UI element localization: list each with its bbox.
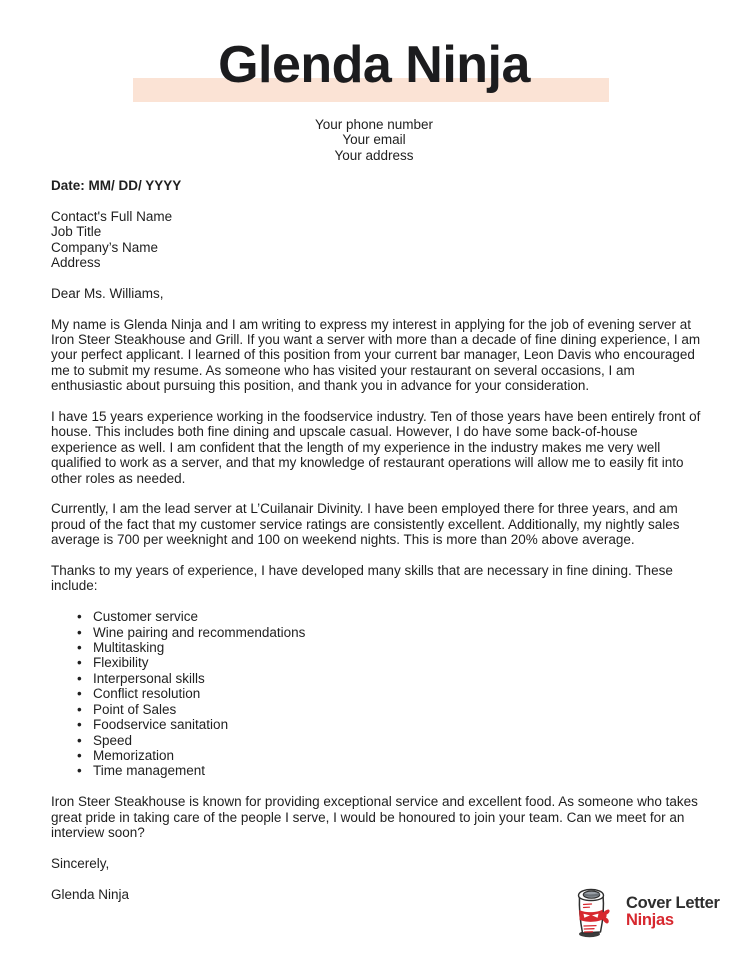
- contact-info-block: [0, 117, 748, 163]
- signature-name: Glenda Ninja: [51, 886, 130, 902]
- recipient-block: [51, 209, 701, 271]
- skill-item-flexibility: • Flexibility: [77, 655, 701, 670]
- skill-item-customer-service: • Customer service: [77, 609, 701, 624]
- skill-item-time-management: • Time management: [77, 763, 701, 778]
- recipient-company-name: Company’s Name: [51, 239, 159, 255]
- paragraph-skills-intro: Thanks to my years of experience, I have developed many skills that are necessary in fine dining. These include:: [51, 563, 673, 594]
- paragraph-experience: I have 15 years experience working in the foodservice industry. Ten of those years have been entirely front of house. This includes both fine dining and upscale casual. However, I do have some back-of-house experience as well. I am confident that the length of my experience in the industry makes me very well qualified to work as a server, and that my knowledge of restaurant operations will allow me to easily fit into other roles as needed.: [51, 409, 701, 486]
- logo-text-ninjas: Ninjas: [626, 911, 674, 929]
- date-line: Date: MM/ DD/ YYYY: [51, 178, 182, 193]
- skill-item-speed: • Speed: [77, 733, 701, 748]
- logo-text-cover-letter: Cover Letter: [626, 893, 720, 912]
- closing-paragraph: Iron Steer Steakhouse is known for providing exceptional service and excellent food. As someone who takes great pride in taking care of the people I serve, I would be honoured to join your team. Can we meet for an interview soon?: [51, 794, 698, 840]
- paragraph-introduction: My name is Glenda Ninja and I am writing to express my interest in applying for the job of evening server at Iron Steer Steakhouse and Grill. If you want a server with more than a decade of fine dining experience, I am your perfect applicant. I learned of this position from your current bar manager, Leon Davis who encouraged me to submit my resume. As someone who has visited your restaurant on several occasions, I am enthusiastic about pursuing this position, and thank you in advance for your consideration.: [51, 316, 701, 394]
- skill-item-interpersonal-skills: • Interpersonal skills: [77, 671, 701, 686]
- contact-phone-placeholder: Your phone number: [314, 117, 434, 132]
- recipient-job-title: Job Title: [51, 224, 102, 240]
- skill-item-memorization: • Memorization: [77, 748, 701, 763]
- skill-item-point-of-sales: • Point of Sales: [77, 702, 701, 717]
- letter-body: [51, 178, 701, 917]
- skill-item-wine-pairing: • Wine pairing and recommendations: [77, 625, 701, 640]
- ninja-scroll-icon: [572, 886, 610, 938]
- salutation: Dear Ms. Williams,: [51, 285, 164, 301]
- contact-address-placeholder: Your address: [334, 147, 414, 163]
- contact-email-placeholder: Your email: [342, 132, 406, 148]
- recipient-address: Address: [51, 255, 101, 271]
- logo-wordmark: [626, 895, 720, 930]
- applicant-name-title: Glenda Ninja: [218, 36, 530, 94]
- skill-item-conflict-resolution: • Conflict resolution: [77, 686, 701, 701]
- cover-letter-ninjas-logo: [572, 886, 720, 938]
- skill-item-multitasking: • Multitasking: [77, 640, 701, 655]
- paragraph-current-role: Currently, I am the lead server at L’Cuilanair Divinity. I have been employed there for three years, and am proud of the fact that my customer service ratings are consistently excellent. Additionally, my nightly sales average is 700 per weeknight and 100 on weekend nights. This is more than 20% above average.: [51, 501, 680, 548]
- valediction: Sincerely,: [51, 855, 110, 871]
- skills-list: [51, 609, 701, 778]
- skill-item-foodservice-sanitation: • Foodservice sanitation: [77, 717, 701, 732]
- recipient-full-name: Contact's Full Name: [51, 208, 173, 224]
